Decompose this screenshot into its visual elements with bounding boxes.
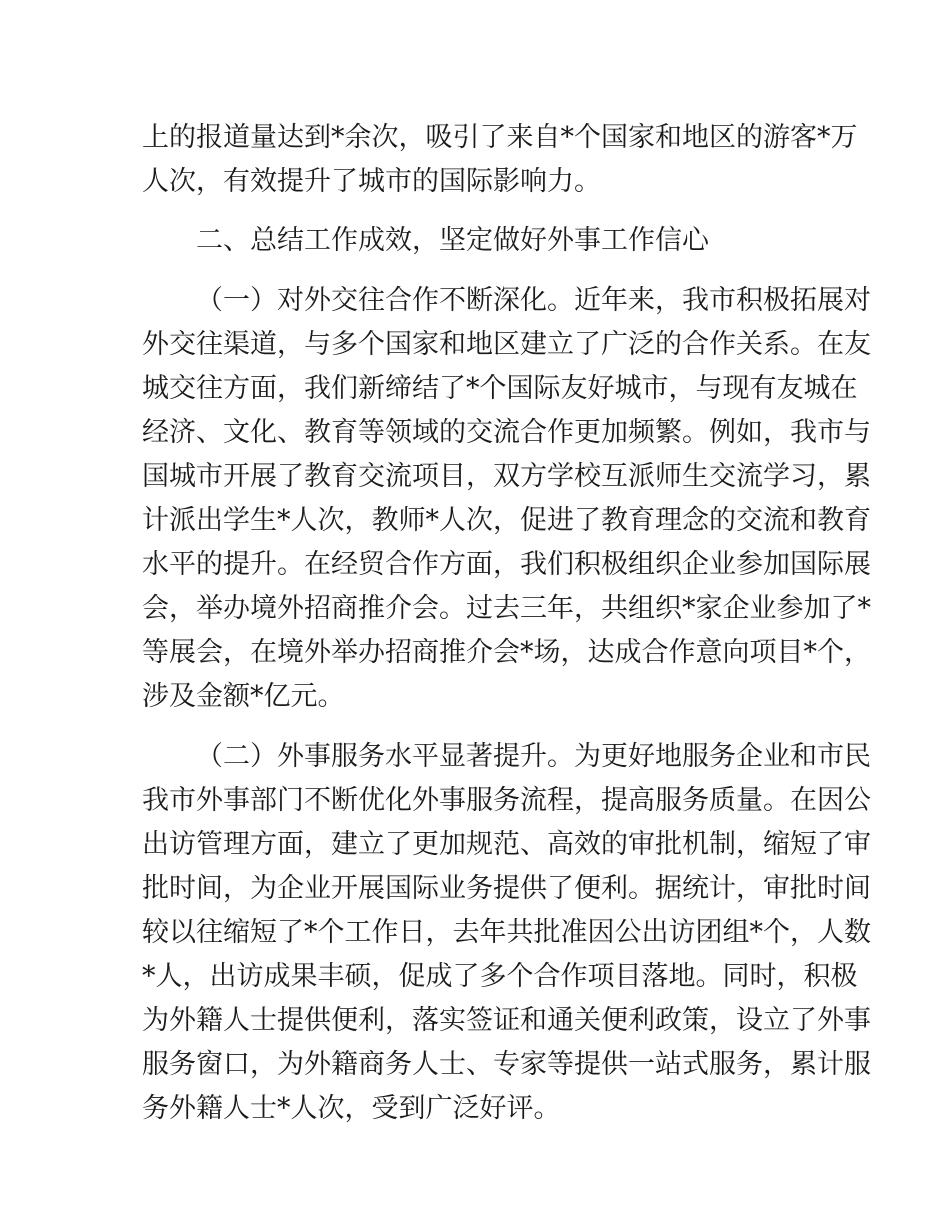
section-heading: 二、总结工作成效，坚定做好外事工作信心	[196, 225, 709, 256]
paragraph-line: 务外籍人士*人次，受到广泛好评。	[142, 1093, 561, 1124]
paragraph-line: 城交往方面，我们新缔结了*个国际友好城市，与现有友城在	[142, 373, 858, 404]
subsection-heading-line: （一）对外交往合作不断深化。近年来，我市积极拓展对	[196, 285, 871, 316]
paragraph-line: 我市外事部门不断优化外事服务流程，提高服务质量。在因公	[142, 785, 871, 816]
paragraph-line: 水平的提升。在经贸合作方面，我们积极组织企业参加国际展	[142, 549, 871, 580]
paragraph-line: 出访管理方面，建立了更加规范、高效的审批机制，缩短了审	[142, 829, 871, 860]
paragraph-line: 上的报道量达到*余次，吸引了来自*个国家和地区的游客*万	[142, 122, 858, 153]
paragraph-line: 等展会，在境外举办招商推介会*场，达成合作意向项目*个，	[142, 637, 871, 668]
paragraph-line: 会，举办境外招商推介会。过去三年，共组织*家企业参加了*	[142, 593, 871, 624]
paragraph-line: 服务窗口，为外籍商务人士、专家等提供一站式服务，累计服	[142, 1049, 871, 1080]
paragraph-line: 计派出学生*人次，教师*人次，促进了教育理念的交流和教育	[142, 505, 871, 536]
paragraph-line: 经济、文化、教育等领域的交流合作更加频繁。例如，我市与	[142, 417, 871, 448]
paragraph-line: 涉及金额*亿元。	[142, 681, 345, 712]
paragraph-line: 人次，有效提升了城市的国际影响力。	[142, 166, 601, 197]
paragraph-line: 外交往渠道，与多个国家和地区建立了广泛的合作关系。在友	[142, 329, 871, 360]
paragraph-line: 批时间，为企业开展国际业务提供了便利。据统计，审批时间	[142, 873, 871, 904]
paragraph-line: *人，出访成果丰硕，促成了多个合作项目落地。同时，积极	[142, 961, 858, 992]
paragraph-line: 较以往缩短了*个工作日，去年共批准因公出访团组*个，人数	[142, 917, 871, 948]
paragraph-line: 国城市开展了教育交流项目，双方学校互派师生交流学习，累	[142, 461, 871, 492]
paragraph-line: 为外籍人士提供便利，落实签证和通关便利政策，设立了外事	[142, 1005, 871, 1036]
subsection-heading-line: （二）外事服务水平显著提升。为更好地服务企业和市民	[196, 741, 871, 772]
